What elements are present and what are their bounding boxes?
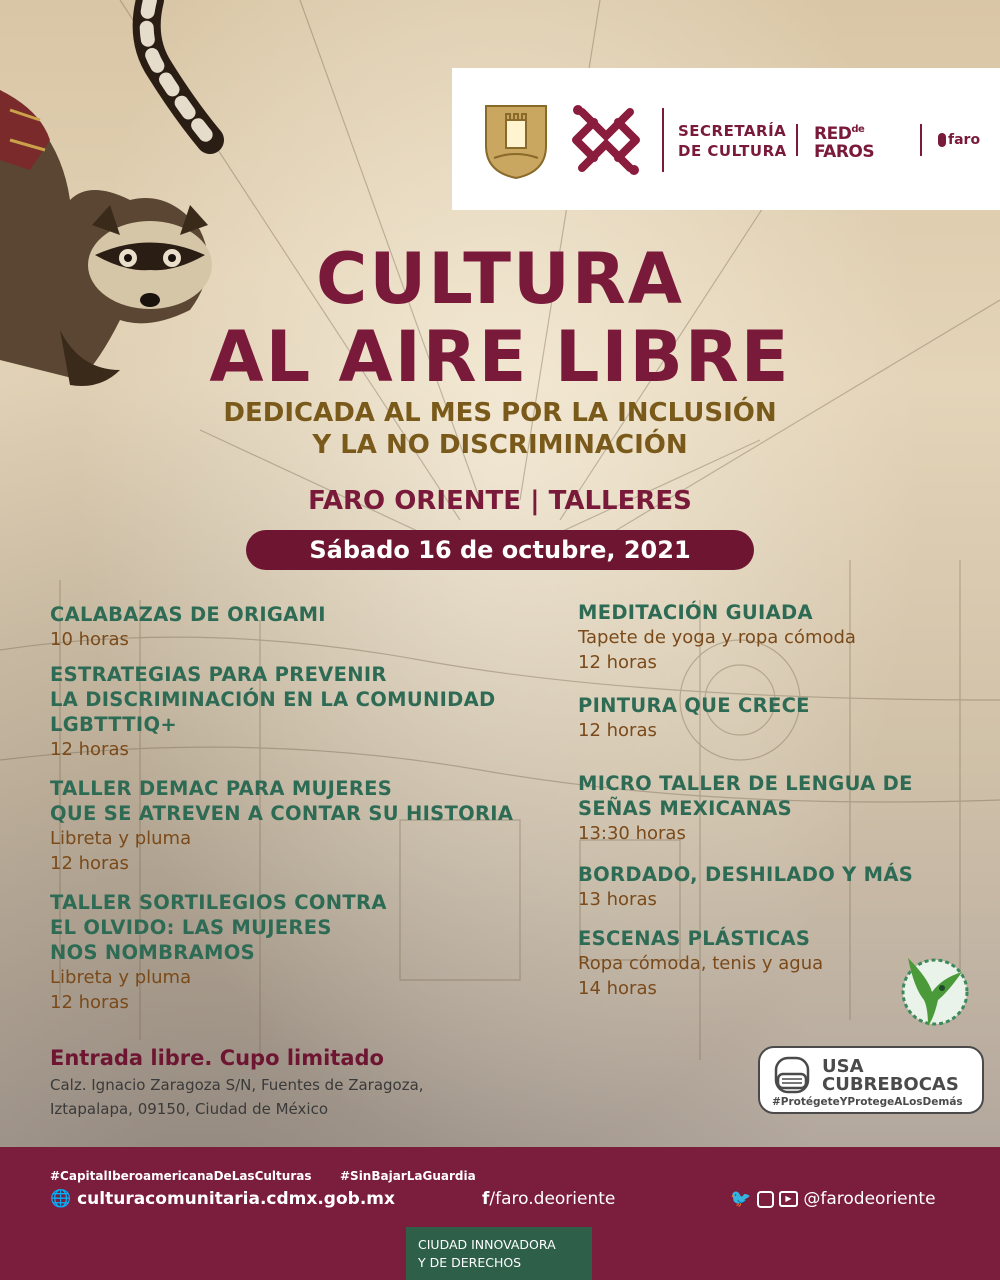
workshop-note: Tapete de yoga y ropa cómoda xyxy=(578,627,856,648)
youtube-icon: ▶ xyxy=(779,1191,798,1207)
workshops-left-column xyxy=(50,602,550,1015)
workshop-hours: 12 horas xyxy=(50,853,129,874)
faros-label: FAROS xyxy=(814,142,875,162)
hummingbird-emblem-icon xyxy=(898,948,972,1034)
globe-icon: 🌐 xyxy=(50,1189,72,1209)
logo-header xyxy=(452,68,1000,210)
workshop-note: Ropa cómoda, tenis y agua xyxy=(578,953,824,974)
workshop-item xyxy=(578,771,978,846)
mask-line-2: CUBREBOCAS xyxy=(822,1074,959,1095)
mask-line-1: USA xyxy=(822,1056,864,1077)
logo-divider xyxy=(796,124,798,156)
venue-heading: FARO ORIENTE | TALLERES xyxy=(308,486,692,516)
workshop-hours: 12 horas xyxy=(578,720,657,741)
logo-divider xyxy=(920,124,922,156)
workshop-title: ESTRATEGIAS PARA PREVENIR LA DISCRIMINACIÓN EN LA COMUNIDAD LGBTTTIQ+ xyxy=(50,663,496,736)
workshop-item xyxy=(578,862,978,912)
instagram-icon xyxy=(757,1191,774,1208)
title-line-2: AL AIRE LIBRE xyxy=(209,316,791,398)
faro-label: faro xyxy=(948,132,981,148)
faro-flame-icon xyxy=(938,133,946,147)
workshop-hours: 13 horas xyxy=(578,889,657,910)
title-line-1: CULTURA xyxy=(316,238,684,320)
mask-hashtag: #ProtégeteYProtegeALosDemás xyxy=(772,1096,963,1108)
address-line-1: Calz. Ignacio Zaragoza S/N, Fuentes de Zaragoza, xyxy=(50,1076,424,1094)
secretaria-line-1: SECRETARÍA xyxy=(678,122,787,140)
workshop-title: CALABAZAS DE ORIGAMI xyxy=(50,603,326,626)
facebook-icon: f xyxy=(482,1189,490,1209)
red-faros-logo xyxy=(814,124,864,144)
city-line-2: Y DE DERECHOS xyxy=(418,1255,522,1270)
workshops-right-column xyxy=(578,600,978,1001)
city-line-1: CIUDAD INNOVADORA xyxy=(418,1237,556,1252)
workshop-item xyxy=(50,890,550,1015)
cdmx-shield-icon xyxy=(484,102,548,180)
hashtag-sin-bajar: #SinBajarLaGuardia xyxy=(340,1169,476,1183)
entrada-libre: Entrada libre. Cupo limitado xyxy=(50,1046,384,1070)
twitter-icon: 🐦 xyxy=(730,1189,752,1209)
subtitle-line-1: DEDICADA AL MES POR LA INCLUSIÓN xyxy=(223,398,777,428)
address-line-2: Iztapalapa, 09150, Ciudad de México xyxy=(50,1100,328,1118)
workshop-hours: 12 horas xyxy=(50,739,129,760)
workshop-note: Libreta y pluma xyxy=(50,967,192,988)
workshop-item xyxy=(578,693,978,743)
workshop-hours: 13:30 horas xyxy=(578,823,686,844)
workshop-title: ESCENAS PLÁSTICAS xyxy=(578,927,811,950)
workshop-title: MICRO TALLER DE LENGUA DE SEÑAS MEXICANAS xyxy=(578,772,913,820)
workshop-title: TALLER DEMAC PARA MUJERES QUE SE ATREVEN A CONTAR SU HISTORIA xyxy=(50,777,514,825)
workshop-item xyxy=(50,662,550,762)
ciudad-innovadora-badge xyxy=(406,1227,592,1280)
workshop-hours: 12 horas xyxy=(50,992,129,1013)
hashtag-capital: #CapitalIberoamericanaDeLasCulturas xyxy=(50,1169,312,1183)
facebook-text: /faro.deoriente xyxy=(489,1189,616,1209)
cdmx-logo-icon xyxy=(570,100,642,180)
website-text: culturacomunitaria.cdmx.gob.mx xyxy=(77,1189,395,1209)
workshop-hours: 14 horas xyxy=(578,978,657,999)
workshop-hours: 12 horas xyxy=(578,652,657,673)
face-mask-icon xyxy=(772,1056,812,1094)
date-pill: Sábado 16 de octubre, 2021 xyxy=(246,530,754,570)
website-link[interactable] xyxy=(50,1189,395,1209)
facebook-link[interactable] xyxy=(482,1189,615,1209)
workshop-item xyxy=(50,602,550,652)
workshop-title: TALLER SORTILEGIOS CONTRA EL OLVIDO: LAS MUJERES NOS NOMBRAMOS xyxy=(50,891,387,964)
workshop-hours: 10 horas xyxy=(50,629,129,650)
social-handle: @farodeoriente xyxy=(803,1189,936,1209)
workshop-note: Libreta y pluma xyxy=(50,828,192,849)
red-de-label: de xyxy=(851,124,865,135)
footer-bar xyxy=(0,1147,1000,1280)
logo-divider xyxy=(662,108,664,172)
social-link[interactable] xyxy=(730,1189,936,1209)
cubrebocas-badge xyxy=(758,1046,984,1114)
workshop-title: PINTURA QUE CRECE xyxy=(578,694,810,717)
subtitle-line-2: Y LA NO DISCRIMINACIÓN xyxy=(312,430,688,460)
faro-logo xyxy=(938,132,980,148)
secretaria-line-2: DE CULTURA xyxy=(678,142,787,160)
red-label: RED xyxy=(814,124,852,144)
workshop-item xyxy=(50,776,550,876)
workshop-title: BORDADO, DESHILADO Y MÁS xyxy=(578,863,914,886)
workshop-title: MEDITACIÓN GUIADA xyxy=(578,601,813,624)
workshop-item xyxy=(578,600,978,675)
